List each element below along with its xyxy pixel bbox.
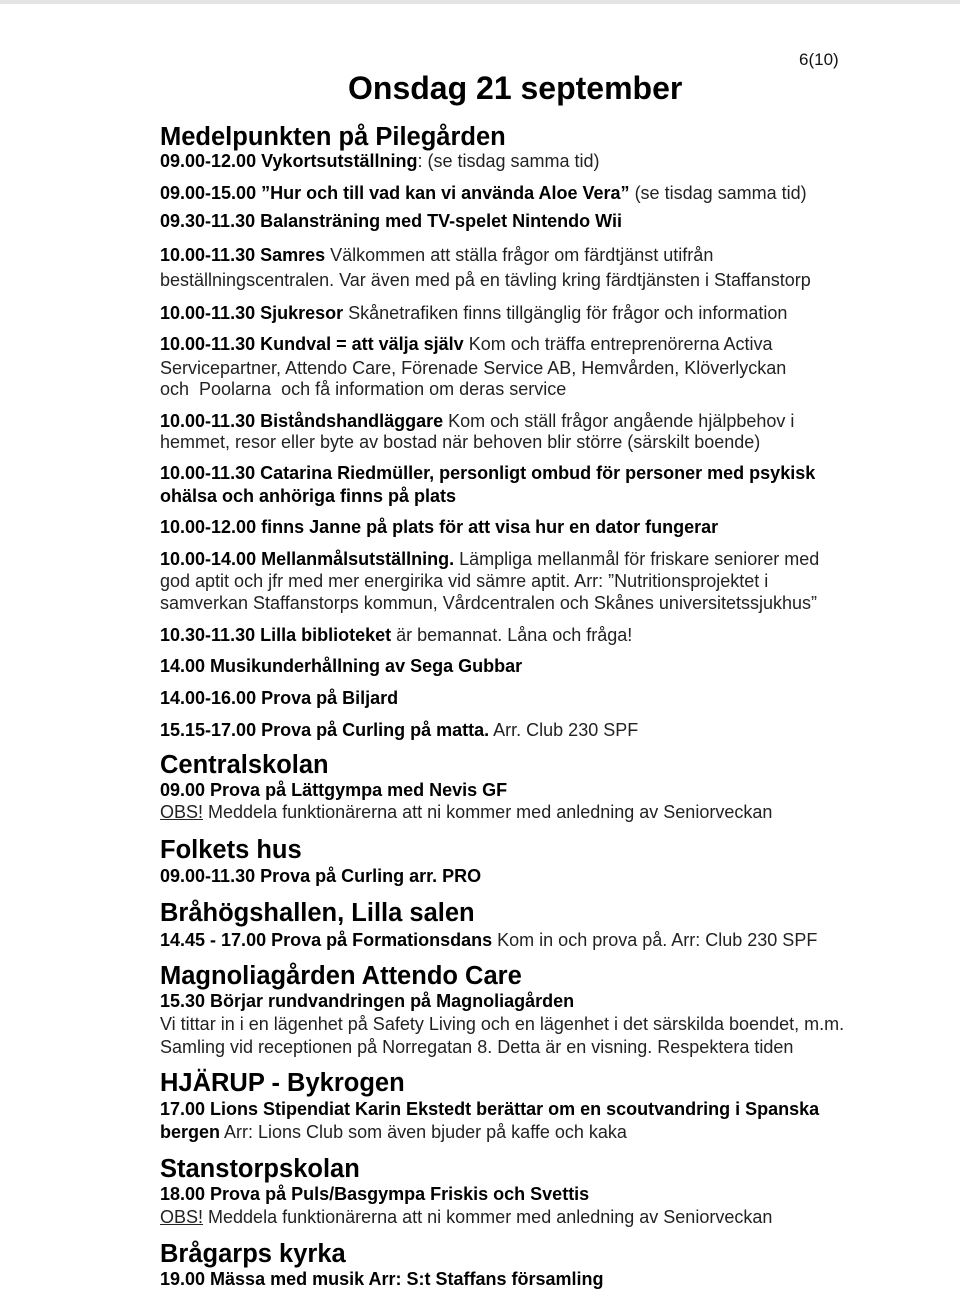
event-title: 09.00-15.00 ”Hur och till vad kan vi använda Aloe Vera” xyxy=(160,183,630,203)
event-description: Skånetrafiken finns tillgänglig för frågor och information xyxy=(348,303,788,323)
schedule-line xyxy=(160,431,760,453)
section-heading: Magnoliagården Attendo Care xyxy=(160,962,522,990)
schedule-line xyxy=(160,779,507,801)
event-description: Kom och träffa entreprenörerna Activa xyxy=(468,334,773,354)
event-title: 10.00-11.30 Catarina Riedmüller, personligt ombud för personer med psykisk xyxy=(160,463,816,483)
page-title: Onsdag 21 september xyxy=(348,70,683,106)
schedule-line xyxy=(160,1183,589,1205)
schedule-line xyxy=(160,1206,772,1228)
event-title: 10.00-11.30 Sjukresor xyxy=(160,303,344,323)
schedule-line xyxy=(160,687,398,709)
event-title: 15.15-17.00 Prova på Curling på matta. xyxy=(160,720,490,740)
schedule-line xyxy=(160,1098,819,1120)
event-description: beställningscentralen. Var även med på en tävling kring färdtjänsten i Staffanstorp xyxy=(160,270,811,290)
schedule-line xyxy=(160,570,768,592)
event-description: Servicepartner, Attendo Care, Förenade Service AB, Hemvården, Klöverlyckan xyxy=(160,358,787,378)
schedule-line xyxy=(160,1013,844,1035)
event-description: Vi tittar in i en lägenhet på Safety Living och en lägenhet i det särskilda boendet, m.m. xyxy=(160,1014,845,1034)
schedule-line xyxy=(160,269,811,291)
schedule-line xyxy=(160,990,574,1012)
section-heading: Brågarps kyrka xyxy=(160,1240,346,1268)
section-heading: Centralskolan xyxy=(160,751,329,779)
event-description: samverkan Staffanstorps kommun, Vårdcentralen och Skånes universitetssjukhus” xyxy=(160,593,817,613)
event-title: 10.00-11.30 Biståndshandläggare xyxy=(160,411,444,431)
schedule-line xyxy=(160,485,456,507)
section-heading: HJÄRUP - Bykrogen xyxy=(160,1069,405,1097)
event-description: Arr. Club 230 SPF xyxy=(493,720,639,740)
event-title: 10.00-11.30 Kundval = att välja själv xyxy=(160,334,464,354)
event-title: 14.00-16.00 Prova på Biljard xyxy=(160,688,399,708)
event-title: 09.00 Prova på Lättgympa med Nevis GF xyxy=(160,780,508,800)
page-top-edge xyxy=(0,0,960,4)
event-title: ohälsa och anhöriga finns på plats xyxy=(160,486,457,506)
section-heading: Bråhögshallen, Lilla salen xyxy=(160,899,475,927)
schedule-line xyxy=(160,624,632,646)
schedule-line xyxy=(160,516,718,538)
schedule-line xyxy=(160,655,522,677)
event-description: och Poolarna och få information om deras service xyxy=(160,379,567,399)
schedule-line xyxy=(160,462,815,484)
schedule-line xyxy=(160,378,566,400)
schedule-line xyxy=(160,801,772,823)
schedule-line xyxy=(160,357,786,379)
event-title: 09.00-11.30 Prova på Curling arr. PRO xyxy=(160,866,482,886)
event-description: Kom och ställ frågor angående hjälpbehov i xyxy=(448,411,795,431)
section-heading: Medelpunkten på Pilegården xyxy=(160,123,506,151)
schedule-line xyxy=(160,302,787,324)
event-description: Kom in och prova på. Arr: Club 230 SPF xyxy=(497,930,818,950)
schedule-line xyxy=(160,410,794,432)
event-description: Meddela funktionärerna att ni kommer med anledning av Seniorveckan xyxy=(208,1207,773,1227)
schedule-line xyxy=(160,1036,793,1058)
schedule-line xyxy=(160,182,807,204)
event-title: 10.00-11.30 Samres xyxy=(160,245,326,265)
event-description: hemmet, resor eller byte av bostad när behoven blir större (särskilt boende) xyxy=(160,432,761,452)
event-description: är bemannat. Låna och fråga! xyxy=(396,625,633,645)
schedule-line xyxy=(160,865,481,887)
event-description: Arr: Lions Club som även bjuder på kaffe och kaka xyxy=(224,1122,627,1142)
event-title: bergen xyxy=(160,1122,221,1142)
event-title: 19.00 Mässa med musik Arr: S:t Staffans församling xyxy=(160,1269,604,1289)
event-title: 14.00 Musikunderhållning av Sega Gubbar xyxy=(160,656,523,676)
schedule-line xyxy=(160,592,817,614)
event-title: 09.30-11.30 Balansträning med TV-spelet Nintendo Wii xyxy=(160,211,622,231)
event-description: Lämpliga mellanmål för friskare seniorer med xyxy=(459,549,820,569)
schedule-line xyxy=(160,719,638,741)
event-title: 17.00 Lions Stipendiat Karin Ekstedt berättar om en scoutvandring i Spanska xyxy=(160,1099,820,1119)
event-title: 10.00-14.00 Mellanmålsutställning. xyxy=(160,549,455,569)
event-title: 15.30 Börjar rundvandringen på Magnoliagården xyxy=(160,991,575,1011)
event-title: 10.30-11.30 Lilla biblioteket xyxy=(160,625,392,645)
schedule-line xyxy=(160,929,817,951)
event-description: : (se tisdag samma tid) xyxy=(417,151,600,171)
event-title: 14.45 - 17.00 Prova på Formationsdans xyxy=(160,930,493,950)
section-heading: Folkets hus xyxy=(160,836,302,864)
event-description: god aptit och jfr med mer energirika vid sämre aptit. Arr: ”Nutritionsprojektet i xyxy=(160,571,769,591)
schedule-line xyxy=(160,244,713,266)
event-title: 10.00-12.00 finns Janne på plats för att visa hur en dator fungerar xyxy=(160,517,719,537)
schedule-line xyxy=(160,333,773,355)
event-description: Samling vid receptionen på Norregatan 8. Detta är en visning. Respektera tiden xyxy=(160,1037,794,1057)
obs-label: OBS! xyxy=(160,1207,204,1227)
schedule-line xyxy=(160,210,622,232)
schedule-line xyxy=(160,1121,627,1143)
event-title: 09.00-12.00 Vykortsutställning xyxy=(160,151,418,171)
schedule-line xyxy=(160,150,600,172)
event-title: 18.00 Prova på Puls/Basgympa Friskis och Svettis xyxy=(160,1184,590,1204)
event-description: Meddela funktionärerna att ni kommer med anledning av Seniorveckan xyxy=(208,802,773,822)
event-description: (se tisdag samma tid) xyxy=(634,183,807,203)
page-number: 6(10) xyxy=(799,50,839,69)
section-heading: Stanstorpskolan xyxy=(160,1155,360,1183)
schedule-line xyxy=(160,1268,603,1290)
event-description: Välkommen att ställa frågor om färdtjänst utifrån xyxy=(330,245,714,265)
obs-label: OBS! xyxy=(160,802,204,822)
schedule-line xyxy=(160,548,819,570)
